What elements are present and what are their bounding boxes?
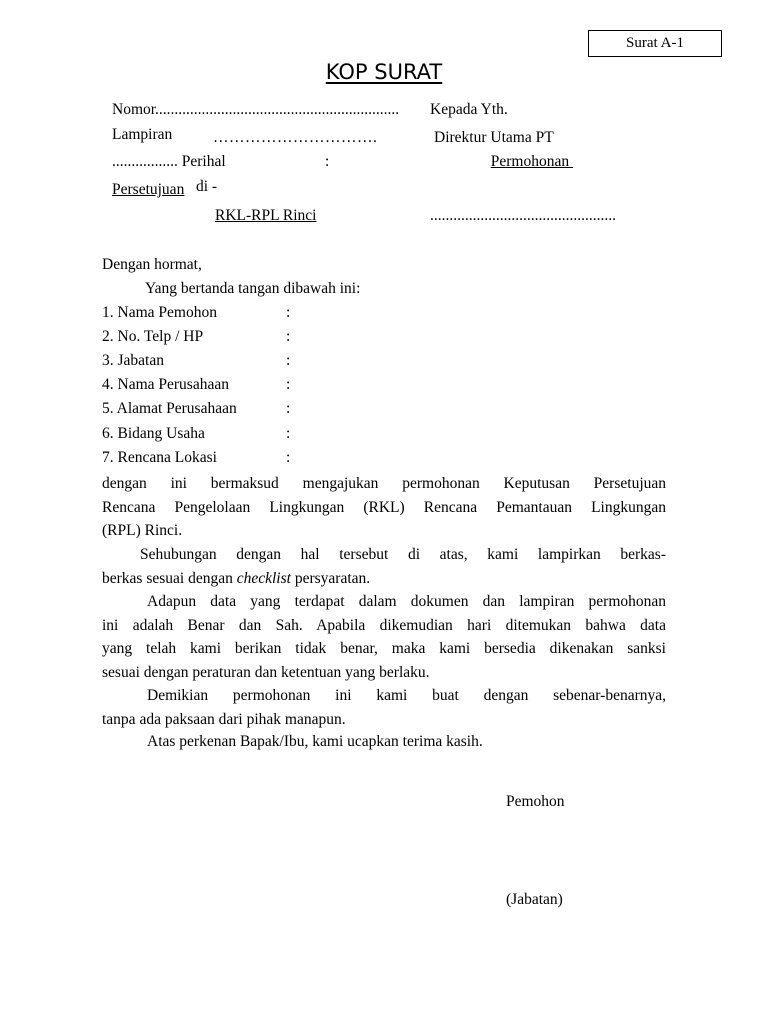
- field-colon: :: [286, 400, 291, 417]
- field-label: 4. Nama Perusahaan: [102, 376, 229, 393]
- lampiran-label: Lampiran: [112, 126, 173, 143]
- paragraph-declaration: [102, 590, 666, 684]
- perihal-permohonan: [430, 153, 573, 171]
- field-colon: :: [286, 449, 291, 466]
- paragraph-text: berkas sesuai dengan: [102, 569, 237, 587]
- kepada-yth: Kepada Yth.: [430, 101, 508, 118]
- paragraph-line: ini adalah Benar dan Sah. Apabila dikemudian hari ditemukan bahwa data: [102, 616, 666, 634]
- paragraph-line: [102, 567, 666, 591]
- paragraph-line: Rencana Pengelolaan Lingkungan (RKL) Rencana Pemantauan Lingkungan: [102, 498, 666, 516]
- field-label: 6. Bidang Usaha: [102, 425, 205, 442]
- paragraph-closing: [102, 684, 666, 731]
- paragraph-line: sesuai dengan peraturan dan ketentuan yang berlaku.: [102, 663, 430, 681]
- letterhead-title: KOP SURAT: [325, 60, 443, 84]
- perihal-label: ................. Perihal: [112, 153, 226, 170]
- field-label: 3. Jabatan: [102, 352, 164, 369]
- paragraph-line: Demikian permohonan ini kami buat dengan sebenar-benarnya,: [147, 687, 666, 704]
- paragraph-line: Adapun data yang terdapat dalam dokumen dan lampiran permohonan: [147, 593, 666, 610]
- paragraph-line: tanpa ada paksaan dari pihak manapun.: [102, 710, 346, 728]
- greeting: Dengan hormat,: [102, 256, 202, 273]
- document-label: Surat A-1: [588, 30, 722, 57]
- paragraph-thanks: Atas perkenan Bapak/Ibu, kami ucapkan terima kasih.: [147, 733, 483, 750]
- paragraph-line: yang telah kami berikan tidak benar, maka kami bersedia dikenakan sanksi: [102, 640, 666, 657]
- perihal-rkl-rpl: RKL-RPL Rinci: [215, 207, 317, 224]
- field-colon: :: [286, 304, 291, 321]
- paragraph-line: Sehubungan dengan hal tersebut di atas, kami lampirkan berkas-: [140, 546, 666, 563]
- paragraph-text: persyaratan.: [290, 569, 371, 587]
- field-colon: :: [286, 328, 291, 345]
- paragraph-line: (RPL) Rinci.: [102, 522, 183, 539]
- field-label: 5. Alamat Perusahaan: [102, 400, 237, 417]
- address-dots: ................................................: [430, 207, 616, 224]
- paragraph-line: dengan ini bermaksud mengajukan permohonan Keputusan Persetujuan: [102, 475, 666, 492]
- permohonan-text: Permohonan: [490, 153, 570, 170]
- perihal-persetujuan: Persetujuan: [112, 181, 185, 198]
- field-label: 1. Nama Pemohon: [102, 304, 217, 321]
- field-colon: :: [286, 376, 291, 393]
- signature-jabatan: (Jabatan): [506, 891, 563, 908]
- intro-line: Yang bertanda tangan dibawah ini:: [145, 280, 361, 297]
- direktur-utama: Direktur Utama PT: [434, 129, 554, 146]
- nomor-line: Nomor...............................................................: [112, 101, 400, 118]
- perihal-colon: :: [325, 153, 330, 170]
- paragraph-request: [102, 472, 666, 543]
- field-colon: :: [286, 425, 291, 442]
- signature-pemohon: Pemohon: [506, 793, 565, 810]
- checklist-emphasis: checklist: [236, 569, 291, 587]
- di-label: di -: [196, 178, 218, 195]
- field-label: 2. No. Telp / HP: [102, 328, 204, 345]
- field-colon: :: [286, 352, 291, 369]
- field-label: 7. Rencana Lokasi: [102, 449, 217, 466]
- paragraph-attachments: [102, 543, 666, 590]
- lampiran-dots: ………………………….: [213, 129, 378, 146]
